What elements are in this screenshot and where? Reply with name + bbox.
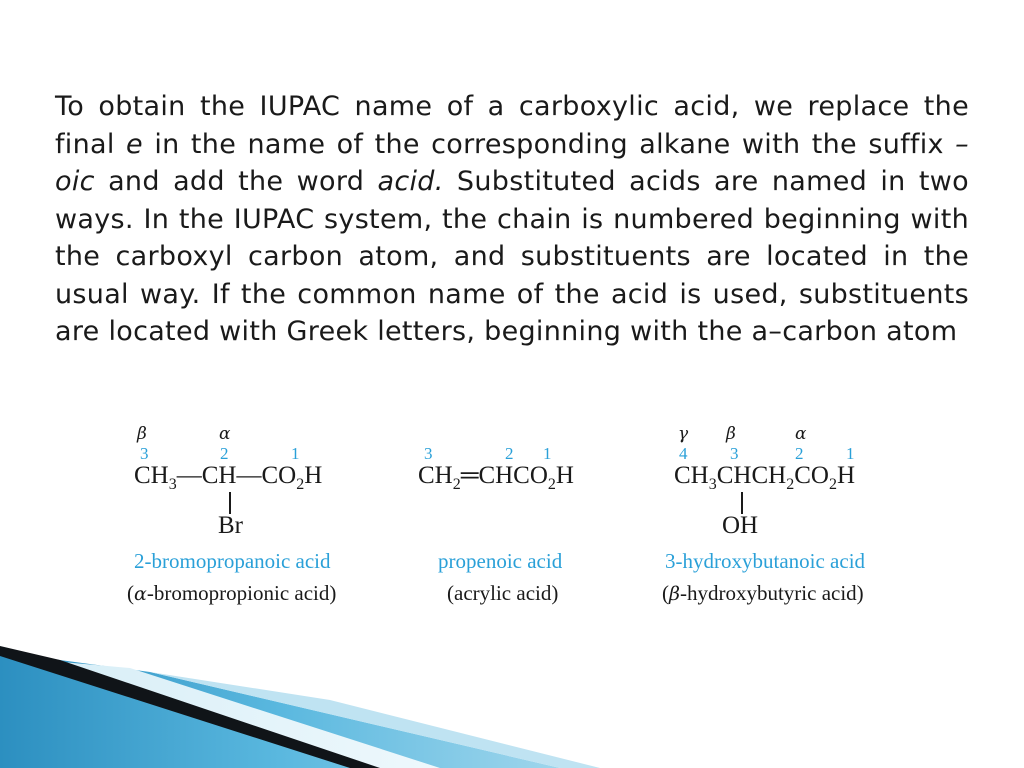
greek-label: β: [726, 424, 736, 444]
carbon-number: 1: [846, 444, 855, 463]
greek-label: β: [137, 424, 147, 444]
common-name-text: -bromopropionic acid): [146, 581, 337, 605]
paragraph-text-4: Substituted acids are named in two ways. In the IUPAC system, the chain is numbered beginning with the carboxyl carbon atom, and substituents are located in the usual way. If the common name of the acid is used, substituents are located with Greek letters, beginning with the a–carbon atom: [55, 166, 969, 347]
greek-letter: α: [134, 583, 147, 605]
greek-label: γ: [678, 424, 689, 444]
substituent: Br: [218, 512, 243, 539]
substituent: OH: [722, 512, 759, 539]
carbon-number: 3: [424, 444, 433, 463]
paragraph-italic-acid: acid.: [377, 166, 444, 197]
common-name: (acrylic acid): [447, 581, 559, 605]
carbon-number: 1: [543, 444, 552, 463]
carbon-number: 3: [140, 444, 149, 463]
paragraph-text-2: in the name of the corresponding alkane with the suffix: [142, 128, 956, 160]
iupac-name: 3-hydroxybutanoic acid: [665, 549, 866, 573]
greek-label: α: [795, 424, 807, 444]
common-name-text: -hydroxybutyric acid): [679, 581, 864, 605]
carbon-number: 1: [291, 444, 300, 463]
carbon-number: 2: [795, 444, 804, 463]
carbon-number: 3: [730, 444, 739, 463]
greek-label: α: [219, 424, 231, 444]
carbon-number: 2: [505, 444, 514, 463]
paragraph-text-3: and add the word: [94, 166, 378, 197]
structural-formula: $CH_3—CH—CO_2H$: [134, 462, 323, 493]
greek-letter: β: [669, 583, 680, 605]
paren: (: [127, 581, 134, 605]
paragraph-italic-e: e: [126, 128, 143, 160]
paragraph-italic-oic: –oic: [55, 128, 969, 197]
carbon-number: 2: [220, 444, 229, 463]
structural-formula: $CH_3CHCH_2CO_2H$: [674, 462, 855, 493]
carbon-number: 4: [679, 444, 688, 463]
paragraph-text-1: To obtain the IUPAC name of a carboxylic acid, we replace the final: [55, 91, 969, 160]
structural-formula: $CH_2═CHCO_2H$: [418, 462, 574, 493]
iupac-name: 2-bromopropanoic acid: [134, 549, 331, 573]
paren: (: [662, 581, 669, 605]
iupac-name: propenoic acid: [438, 549, 563, 573]
